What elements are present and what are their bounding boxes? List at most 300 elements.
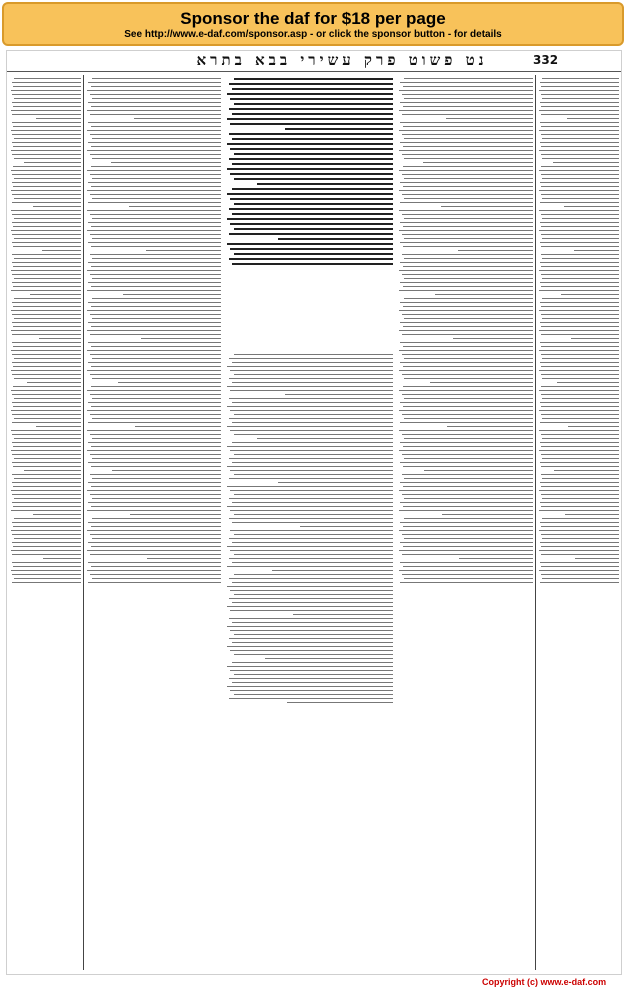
- text-line: [234, 534, 393, 535]
- text-line: [92, 578, 221, 579]
- text-line: [540, 522, 619, 523]
- text-line: [400, 202, 533, 203]
- text-line: [403, 166, 533, 167]
- text-line: [234, 514, 393, 515]
- text-line: [229, 638, 393, 639]
- text-line: [87, 370, 221, 371]
- text-line: [230, 430, 393, 431]
- text-line: [227, 586, 393, 587]
- text-line: [430, 382, 533, 383]
- text-line: [230, 650, 393, 651]
- text-line: [88, 582, 221, 583]
- text-line: [92, 218, 221, 219]
- text-line: [91, 246, 221, 247]
- text-line: [30, 294, 81, 295]
- text-line: [229, 208, 393, 210]
- text-line: [12, 574, 81, 575]
- text-line: [232, 462, 393, 463]
- text-line: [541, 266, 619, 267]
- sponsor-subtitle[interactable]: See http://www.e-daf.com/sponsor.asp - or click the sponsor button - for details: [124, 29, 502, 40]
- text-line: [539, 490, 619, 491]
- text-line: [14, 218, 81, 219]
- text-line: [400, 442, 533, 443]
- text-line: [402, 154, 533, 155]
- text-line: [229, 518, 393, 519]
- text-line: [227, 686, 393, 687]
- text-line: [539, 270, 619, 271]
- text-line: [541, 234, 619, 235]
- text-line: [11, 330, 81, 331]
- text-line: [541, 394, 619, 395]
- text-line: [227, 606, 393, 607]
- text-line: [541, 326, 619, 327]
- text-line: [435, 294, 533, 295]
- text-line: [539, 530, 619, 531]
- text-line: [402, 354, 533, 355]
- text-line: [541, 146, 619, 147]
- text-line: [540, 502, 619, 503]
- text-line: [230, 470, 393, 471]
- text-line: [91, 446, 221, 447]
- text-line: [542, 398, 619, 399]
- text-line: [87, 90, 221, 91]
- text-line: [234, 228, 393, 230]
- text-line: [541, 474, 619, 475]
- text-line: [404, 478, 533, 479]
- text-line: [13, 466, 81, 467]
- text-line: [229, 133, 393, 135]
- text-line: [13, 86, 81, 87]
- text-line: [400, 242, 533, 243]
- text-line: [232, 188, 393, 190]
- text-line: [90, 94, 221, 95]
- text-line: [14, 538, 81, 539]
- text-line: [403, 346, 533, 347]
- text-line: [400, 262, 533, 263]
- text-line: [87, 410, 221, 411]
- text-line: [88, 462, 221, 463]
- text-line: [541, 534, 619, 535]
- text-line: [403, 526, 533, 527]
- text-line: [400, 502, 533, 503]
- text-line: [402, 314, 533, 315]
- text-line: [92, 258, 221, 259]
- text-line: [90, 334, 221, 335]
- text-line: [90, 374, 221, 375]
- text-line: [400, 82, 533, 83]
- text-line: [232, 113, 393, 115]
- text-line: [402, 554, 533, 555]
- text-line: [229, 358, 393, 359]
- text-line: [13, 346, 81, 347]
- text-line: [91, 566, 221, 567]
- text-line: [92, 198, 221, 199]
- text-line: [400, 562, 533, 563]
- text-line: [12, 134, 81, 135]
- text-line: [542, 418, 619, 419]
- text-line: [540, 422, 619, 423]
- text-line: [447, 426, 533, 427]
- text-line: [12, 322, 81, 323]
- text-line: [92, 358, 221, 359]
- text-line: [90, 394, 221, 395]
- text-line: [90, 454, 221, 455]
- text-line: [232, 622, 393, 623]
- text-line: [91, 86, 221, 87]
- text-line: [404, 498, 533, 499]
- text-line: [11, 210, 81, 211]
- text-line: [91, 186, 221, 187]
- text-line: [542, 478, 619, 479]
- text-line: [404, 98, 533, 99]
- text-line: [540, 582, 619, 583]
- text-line: [541, 466, 619, 467]
- text-line: [404, 438, 533, 439]
- text-line: [399, 430, 533, 431]
- text-line: [542, 578, 619, 579]
- text-line: [11, 430, 81, 431]
- text-line: [88, 422, 221, 423]
- text-line: [402, 574, 533, 575]
- text-line: [404, 418, 533, 419]
- text-line: [404, 298, 533, 299]
- text-line: [540, 302, 619, 303]
- text-line: [12, 194, 81, 195]
- text-line: [92, 158, 221, 159]
- text-line: [12, 122, 81, 123]
- text-line: [542, 258, 619, 259]
- text-line: [540, 242, 619, 243]
- text-line: [400, 542, 533, 543]
- text-line: [541, 194, 619, 195]
- text-line: [87, 330, 221, 331]
- text-line: [91, 126, 221, 127]
- gemara-text: [227, 75, 393, 345]
- text-line: [88, 502, 221, 503]
- text-line: [13, 186, 81, 187]
- text-line: [539, 350, 619, 351]
- text-line: [541, 546, 619, 547]
- text-line: [539, 570, 619, 571]
- text-line: [12, 274, 81, 275]
- text-line: [541, 86, 619, 87]
- text-line: [399, 330, 533, 331]
- text-line: [90, 494, 221, 495]
- text-line: [91, 366, 221, 367]
- text-line: [12, 374, 81, 375]
- text-line: [278, 482, 393, 483]
- text-line: [90, 174, 221, 175]
- text-line: [542, 218, 619, 219]
- text-line: [539, 370, 619, 371]
- text-line: [404, 578, 533, 579]
- text-line: [12, 182, 81, 183]
- text-line: [42, 250, 81, 251]
- text-line: [230, 530, 393, 531]
- text-line: [232, 602, 393, 603]
- text-line: [399, 190, 533, 191]
- text-line: [293, 614, 393, 615]
- text-line: [541, 406, 619, 407]
- text-line: [542, 518, 619, 519]
- text-line: [568, 426, 619, 427]
- text-line: [91, 486, 221, 487]
- sponsor-banner[interactable]: [2, 2, 624, 46]
- text-line: [542, 198, 619, 199]
- text-line: [229, 458, 393, 459]
- text-line: [13, 526, 81, 527]
- text-line: [540, 342, 619, 343]
- text-line: [90, 314, 221, 315]
- text-line: [539, 90, 619, 91]
- text-line: [402, 534, 533, 535]
- text-line: [90, 574, 221, 575]
- text-line: [404, 318, 533, 319]
- text-line: [227, 666, 393, 667]
- text-line: [13, 486, 81, 487]
- text-line: [400, 122, 533, 123]
- text-line: [229, 478, 393, 479]
- text-line: [12, 462, 81, 463]
- text-line: [539, 510, 619, 511]
- text-line: [88, 562, 221, 563]
- text-line: [402, 494, 533, 495]
- text-line: [403, 406, 533, 407]
- text-line: [88, 82, 221, 83]
- text-line: [90, 354, 221, 355]
- text-line: [540, 202, 619, 203]
- text-line: [230, 590, 393, 591]
- text-line: [135, 426, 221, 427]
- text-line: [541, 174, 619, 175]
- text-line: [11, 230, 81, 231]
- text-line: [90, 254, 221, 255]
- text-line: [541, 106, 619, 107]
- text-line: [12, 402, 81, 403]
- text-line: [575, 558, 619, 559]
- text-line: [111, 162, 221, 163]
- text-line: [553, 162, 619, 163]
- text-line: [229, 398, 393, 399]
- left-margin-column: [11, 75, 81, 970]
- text-line: [232, 402, 393, 403]
- text-line: [232, 502, 393, 503]
- text-line: [399, 230, 533, 231]
- text-line: [399, 110, 533, 111]
- text-line: [542, 98, 619, 99]
- text-line: [542, 158, 619, 159]
- text-line: [91, 506, 221, 507]
- text-line: [87, 290, 221, 291]
- text-line: [234, 354, 393, 355]
- text-line: [234, 494, 393, 495]
- page-number: 332: [533, 53, 559, 67]
- running-title: נט פשוט פרק עשירי בבא בתרא: [196, 51, 488, 69]
- text-line: [230, 490, 393, 491]
- text-line: [230, 223, 393, 225]
- text-line: [13, 226, 81, 227]
- text-line: [87, 190, 221, 191]
- text-line: [278, 238, 393, 240]
- text-line: [540, 542, 619, 543]
- text-line: [542, 278, 619, 279]
- text-line: [541, 214, 619, 215]
- text-line: [91, 166, 221, 167]
- text-line: [227, 426, 393, 427]
- sponsor-title: Sponsor the daf for $18 per page: [180, 9, 446, 28]
- text-line: [230, 123, 393, 125]
- text-line: [227, 143, 393, 145]
- text-line: [403, 186, 533, 187]
- text-line: [403, 366, 533, 367]
- text-line: [403, 506, 533, 507]
- text-line: [402, 194, 533, 195]
- text-line: [13, 406, 81, 407]
- text-line: [11, 90, 81, 91]
- text-line: [14, 158, 81, 159]
- text-line: [541, 554, 619, 555]
- text-line: [88, 402, 221, 403]
- text-line: [227, 446, 393, 447]
- text-line: [399, 550, 533, 551]
- text-line: [232, 662, 393, 663]
- text-line: [539, 170, 619, 171]
- text-line: [399, 270, 533, 271]
- text-line: [459, 558, 533, 559]
- text-line: [402, 214, 533, 215]
- text-line: [14, 498, 81, 499]
- copyright-notice[interactable]: Copyright (c) www.e-daf.com: [482, 977, 607, 987]
- text-line: [446, 118, 533, 119]
- text-line: [12, 102, 81, 103]
- text-line: [229, 418, 393, 419]
- text-line: [13, 546, 81, 547]
- text-line: [542, 318, 619, 319]
- text-line: [232, 362, 393, 363]
- text-line: [539, 310, 619, 311]
- text-line: [88, 522, 221, 523]
- text-line: [91, 326, 221, 327]
- text-line: [458, 250, 533, 251]
- text-line: [230, 670, 393, 671]
- text-line: [12, 282, 81, 283]
- text-line: [234, 474, 393, 475]
- text-line: [12, 94, 81, 95]
- text-line: [141, 338, 221, 339]
- text-line: [13, 506, 81, 507]
- text-line: [11, 570, 81, 571]
- text-line: [539, 110, 619, 111]
- text-line: [234, 414, 393, 415]
- text-line: [232, 542, 393, 543]
- text-line: [232, 562, 393, 563]
- text-line: [92, 418, 221, 419]
- commentary-wide: [227, 351, 393, 971]
- text-line: [91, 146, 221, 147]
- text-line: [541, 126, 619, 127]
- text-line: [229, 698, 393, 699]
- text-line: [11, 530, 81, 531]
- text-line: [542, 438, 619, 439]
- text-line: [14, 458, 81, 459]
- text-line: [146, 250, 221, 251]
- text-line: [12, 394, 81, 395]
- text-line: [91, 466, 221, 467]
- text-line: [130, 514, 221, 515]
- text-line: [36, 118, 82, 119]
- text-line: [88, 222, 221, 223]
- text-line: [87, 110, 221, 111]
- text-line: [87, 170, 221, 171]
- text-line: [541, 114, 619, 115]
- text-line: [147, 558, 221, 559]
- text-line: [540, 222, 619, 223]
- text-line: [91, 346, 221, 347]
- text-line: [87, 270, 221, 271]
- text-line: [402, 454, 533, 455]
- text-line: [87, 310, 221, 311]
- text-line: [90, 114, 221, 115]
- text-line: [14, 478, 81, 479]
- text-line: [13, 266, 81, 267]
- text-line: [424, 470, 533, 471]
- text-line: [404, 218, 533, 219]
- text-line: [402, 474, 533, 475]
- text-line: [540, 102, 619, 103]
- text-line: [561, 294, 619, 295]
- text-line: [557, 382, 619, 383]
- text-line: [87, 510, 221, 511]
- text-line: [399, 410, 533, 411]
- text-line: [404, 198, 533, 199]
- text-line: [12, 174, 81, 175]
- text-line: [91, 286, 221, 287]
- text-line: [229, 158, 393, 160]
- text-line: [423, 162, 533, 163]
- text-line: [400, 282, 533, 283]
- text-line: [400, 222, 533, 223]
- text-line: [227, 386, 393, 387]
- text-line: [90, 234, 221, 235]
- text-line: [230, 198, 393, 200]
- text-line: [12, 142, 81, 143]
- text-line: [541, 154, 619, 155]
- text-line: [90, 434, 221, 435]
- text-line: [229, 258, 393, 260]
- text-line: [92, 238, 221, 239]
- text-line: [88, 362, 221, 363]
- text-line: [541, 494, 619, 495]
- text-line: [12, 354, 81, 355]
- text-line: [542, 298, 619, 299]
- text-line: [227, 243, 393, 245]
- text-line: [541, 286, 619, 287]
- text-line: [234, 674, 393, 675]
- text-line: [232, 522, 393, 523]
- text-line: [88, 322, 221, 323]
- text-line: [234, 694, 393, 695]
- text-line: [229, 618, 393, 619]
- text-line: [88, 122, 221, 123]
- text-line: [229, 498, 393, 499]
- text-line: [92, 478, 221, 479]
- text-line: [91, 306, 221, 307]
- text-line: [24, 162, 81, 163]
- rashbam-column: [87, 75, 221, 970]
- text-line: [229, 578, 393, 579]
- text-line: [227, 546, 393, 547]
- text-line: [36, 426, 81, 427]
